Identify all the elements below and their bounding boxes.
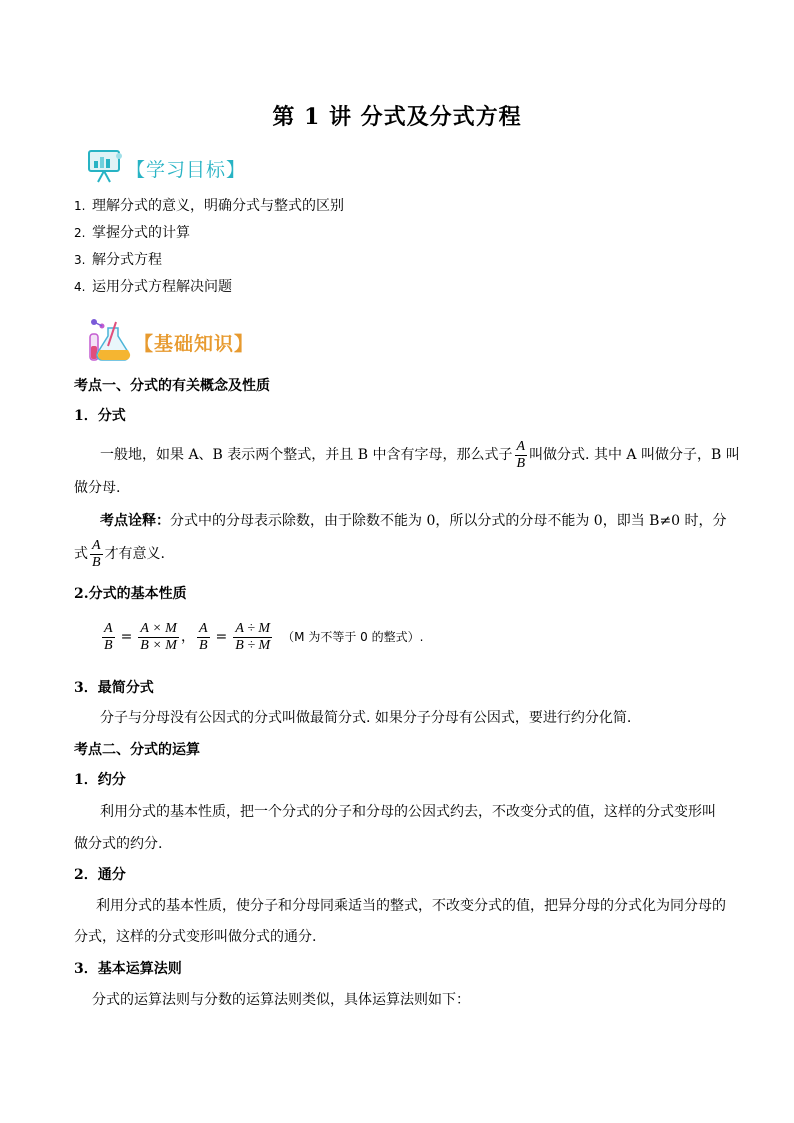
chemistry-flask-icon: [86, 316, 134, 368]
fraction-a-over-b: $\frac{A}{B}$: [92, 537, 101, 570]
reduction-line-2: 做分式的约分.: [74, 836, 163, 852]
learning-goals-list: [74, 196, 344, 304]
list-item: 3. 解分式方程: [74, 252, 162, 268]
key-note-line-2: 式 $\frac{A}{B}$ 才有意义.: [74, 537, 166, 570]
basic-knowledge-banner: [86, 316, 254, 368]
learning-goals-label: 【学习目标】: [126, 158, 247, 181]
common-denominator-line-2: 分式，这样的分式变形叫做分式的通分.: [74, 929, 317, 945]
list-item: 4. 运用分式方程解决问题: [74, 279, 232, 295]
simplest-fraction-text: 分子与分母没有公因式的分式叫做最简分式. 如果分子分母有公因式，要进行约分化简.: [100, 710, 632, 726]
list-item: 2. 掌握分式的计算: [74, 225, 190, 241]
fraction-definition-heading: 1．分式: [74, 408, 126, 424]
list-item: 1. 理解分式的意义，明确分式与整式的区别: [74, 198, 344, 214]
reduction-line-1: 利用分式的基本性质，把一个分式的分子和分母的公因式约去，不改变分式的值，这样的分式变形叫: [100, 804, 716, 820]
fraction-definition-line: 一般地，如果 A、B 表示两个整式，并且 B 中含有字母，那么式子 $\frac{A}{B}$ 叫做分式. 其中 A 叫做分子，B 叫: [100, 438, 740, 471]
fraction-a-over-b: $\frac{A}{B}$: [516, 438, 526, 471]
basic-operation-text: 分式的运算法则与分数的运算法则类似，具体运算法则如下：: [92, 992, 470, 1008]
presentation-board-icon: [86, 148, 126, 188]
key-note-paragraph: 考点诠释：分式中的分母表示除数，由于除数不能为 0，所以分式的分母不能为 0，即当 B≠0 时，分: [100, 513, 727, 529]
learning-goals-banner: [86, 148, 246, 188]
basic-property-heading: 2.分式的基本性质: [74, 586, 187, 602]
common-denominator-heading: 2．通分: [74, 867, 126, 883]
point-two-heading: 考点二、分式的运算: [74, 742, 200, 758]
basic-knowledge-label: 【基础知识】: [134, 332, 255, 355]
point-one-heading: 考点一、分式的有关概念及性质: [74, 378, 270, 394]
basic-operation-heading: 3．基本运算法则: [74, 961, 182, 977]
simplest-fraction-heading: 3．最简分式: [74, 680, 154, 696]
fraction-definition-line-2: 做分母.: [74, 480, 121, 496]
page-title: 第 1 讲 分式及分式方程: [272, 104, 522, 130]
common-denominator-line-1: 利用分式的基本性质，使分子和分母同乘适当的整式，不改变分式的值，把异分母的分式化为同分母的: [96, 898, 726, 914]
basic-property-formula: $\frac{A}{B}$ = $\frac{A \times M}{B \times M}$ ， $\frac{A}{B}$ = $\frac{A \div M}{B \div M}$ （M 为不等于 0 的整式）.: [104, 620, 424, 653]
reduction-heading: 1．约分: [74, 772, 126, 788]
